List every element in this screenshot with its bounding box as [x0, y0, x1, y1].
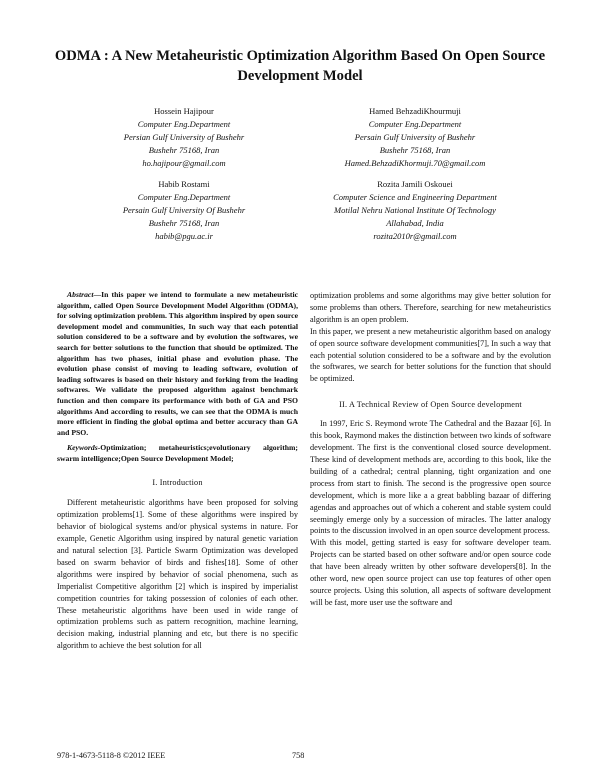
right-paragraph-4: With this model, getting started is easy for software developer team. Projects can be started based on other software and/or open source code that have been already written by other software developers[8]. In the other word, new open source project can use top features of other open source projects. Using this solution, all aspects of software development will be fast, more user use the software and: [310, 538, 551, 607]
keywords-lead: Keywords: [67, 443, 98, 453]
keywords: [57, 443, 298, 464]
abstract: [57, 290, 298, 438]
abstract-lead: Abstract: [67, 290, 94, 299]
author-block-1: [69, 105, 299, 170]
author-city: Bushehr 75168, Iran: [148, 218, 220, 228]
section-heading-introduction: I. Introduction: [152, 477, 203, 487]
author-email: Hamed.BehzadiKhormuji.70@gmail.com: [344, 158, 486, 168]
author-department: Computer Eng.Department: [137, 192, 231, 202]
author-university: Persain Gulf University of Bushehr: [354, 132, 476, 142]
author-university: Persain Gulf University Of Bushehr: [122, 205, 246, 215]
author-name: Hossein Hajipour: [154, 106, 214, 116]
author-email: ho.hajipour@gmail.com: [142, 158, 226, 168]
author-block-4: [290, 178, 540, 243]
author-name: Habib Rostami: [158, 179, 210, 189]
paper-title: ODMA : A New Metaheuristic Optimization Algorithm Based On Open Source Development Model: [54, 48, 546, 84]
right-paragraph-2: In this paper, we present a new metaheuristic algorithm based on analogy of open source software development communities[7], In such a way that each potential solution considered to be a software and by the evolution the softwares, we search for better solutions for the function that should be optimized.: [310, 326, 551, 384]
author-block-2: [300, 105, 530, 170]
author-email: habib@pgu.ac.ir: [155, 231, 213, 241]
author-city: Allahabad, India: [386, 218, 444, 228]
intro-paragraph: Different metaheuristic algorithms have been proposed for solving optimization problems[1]. Some of these algorithms were inspired by behavior of biological systems and/or physical systems in nature. For example, Genetic Algorithm using inspired by natural genetic variation and natural selection [3]. Particle Swarm Optimization was developed based on swarm behavior of birds and fishes[18]. Some of other algorithms were inspired by behavior of social phenomena, such as Imperialist Competitive algorithm [2] which is inspired by imperialist competition countries for taking possession of colonies of each other. These metaheuristic algorithms have been used in wide range of optimization problems such as pattern recognition, machine learning, decision making, industrial planning and etc, but there is no specific algorithm to achieve the best solution for all: [57, 498, 298, 651]
author-block-3: [69, 178, 299, 243]
abstract-text: —In this paper we intend to formulate a new metaheuristic algorithm, called Open Source Development Model Algorithm (ODMA), for solving optimization problem. This algorithm inspired by open source development model and communities, In such way that each potential solution considered to be a software and by evolution the softwares, we search for better solutions to the function that should be optimized. The algorithm has two phases, initial phase and evolution phase. The evolution phase consist of moving to leading software, evolution of leading softwares is based on their history and forking from the leading softwares. We validate the proposed algorithm against benchmark function and then compare its performance with both of GA and PSO algorithms And according to results, we can see that the ODMA is much more efficient in finding the global optima and better accuracy than GA and PSO.: [57, 290, 298, 437]
author-name: Rozita Jamili Oskouei: [377, 179, 453, 189]
right-column: [310, 290, 551, 609]
author-university: Motilal Nehru National Institute Of Technology: [334, 205, 496, 215]
right-paragraph-1: optimization problems and some algorithms may give better solution for some problems than others. Therefore, searching for new metaheuristics algorithm is an open problem.: [310, 291, 551, 324]
right-paragraph-3: In 1997, Eric S. Reymond wrote The Cathedral and the Bazaar [6]. In this book, Raymond makes the distinction between two kinds of software development. The first is the conventional closed source development. These kind of development methods are, according to this book, like the building of a cathedral; central planning, tight organization and one process from start to finish. The second is the progressive open source development, which is more like a a great babbling bazaar of differing agendas and approaches out of which a coherent and stable system could seemingly emerge only by a succession of miracles. The latter analogy points to the discussion involved in an open source development process.: [310, 419, 551, 536]
author-university: Persian Gulf University of Bushehr: [123, 132, 245, 142]
author-city: Bushehr 75168, Iran: [148, 145, 220, 155]
author-email: rozita2010r@gmail.com: [373, 231, 457, 241]
author-city: Bushehr 75168, Iran: [379, 145, 451, 155]
author-department: Computer Science and Engineering Department: [333, 192, 497, 202]
left-column: [57, 290, 298, 652]
footer-isbn: 978-1-4673-5118-8 ©2012 IEEE: [57, 751, 166, 760]
keywords-text: -Optimization; metaheuristics;evolutionary algorithm; swarm intelligence;Open Source Development Model;: [57, 443, 298, 463]
page-number: 758: [292, 751, 305, 760]
author-department: Computer Eng.Department: [137, 119, 231, 129]
section-heading-technical-review: II. A Technical Review of Open Source development: [339, 400, 522, 410]
author-department: Computer Eng.Department: [368, 119, 462, 129]
author-name: Hamed BehzadiKhourmuji: [369, 106, 461, 116]
